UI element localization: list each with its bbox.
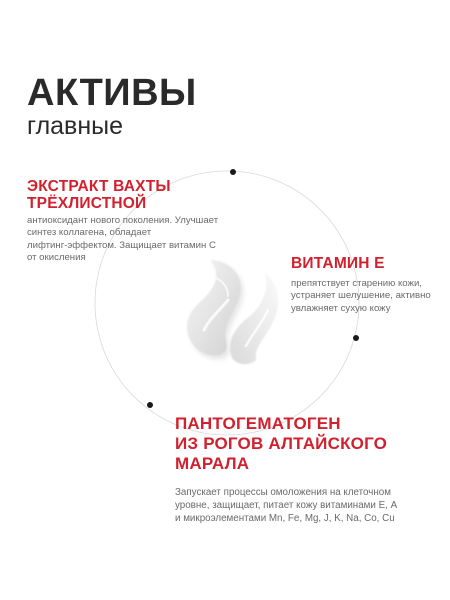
- ingredient-block-pantohematogen: [175, 414, 435, 525]
- ingredient-description: антиоксидант нового поколения. Улучшает синтез коллагена, обладает лифтинг-эффектом. Защищает витамин С от окисления: [27, 215, 219, 264]
- ingredient-heading: ПАНТОГЕМАТОГЕН ИЗ РОГОВ АЛТАЙСКОГО МАРАЛА: [175, 414, 388, 473]
- ingredient-block-vitamin-e: [291, 255, 441, 315]
- ingredient-description: препятствует старению кожи, устраняет шелушение, активно увлажняет сухую кожу: [291, 278, 431, 314]
- ring-dot-bottom: [147, 402, 153, 408]
- ring-dot-right: [353, 335, 359, 341]
- ring-dot-top: [230, 169, 236, 175]
- ingredient-heading: ЭКСТРАКТ ВАХТЫ ТРЁХЛИСТНОЙ: [27, 178, 171, 212]
- ingredient-heading: ВИТАМИН Е: [291, 255, 385, 272]
- ingredient-block-buckbean: [27, 178, 237, 265]
- ingredient-description: Запускает процессы омоложения на клеточном уровне, защищает, питает кожу витаминами Е, А и микроэлементами Mn, Fe, Mg, J, K, Na, Co, Cu: [175, 487, 398, 524]
- page-subtitle: главные: [27, 112, 124, 140]
- page-title: АКТИВЫ: [27, 72, 197, 114]
